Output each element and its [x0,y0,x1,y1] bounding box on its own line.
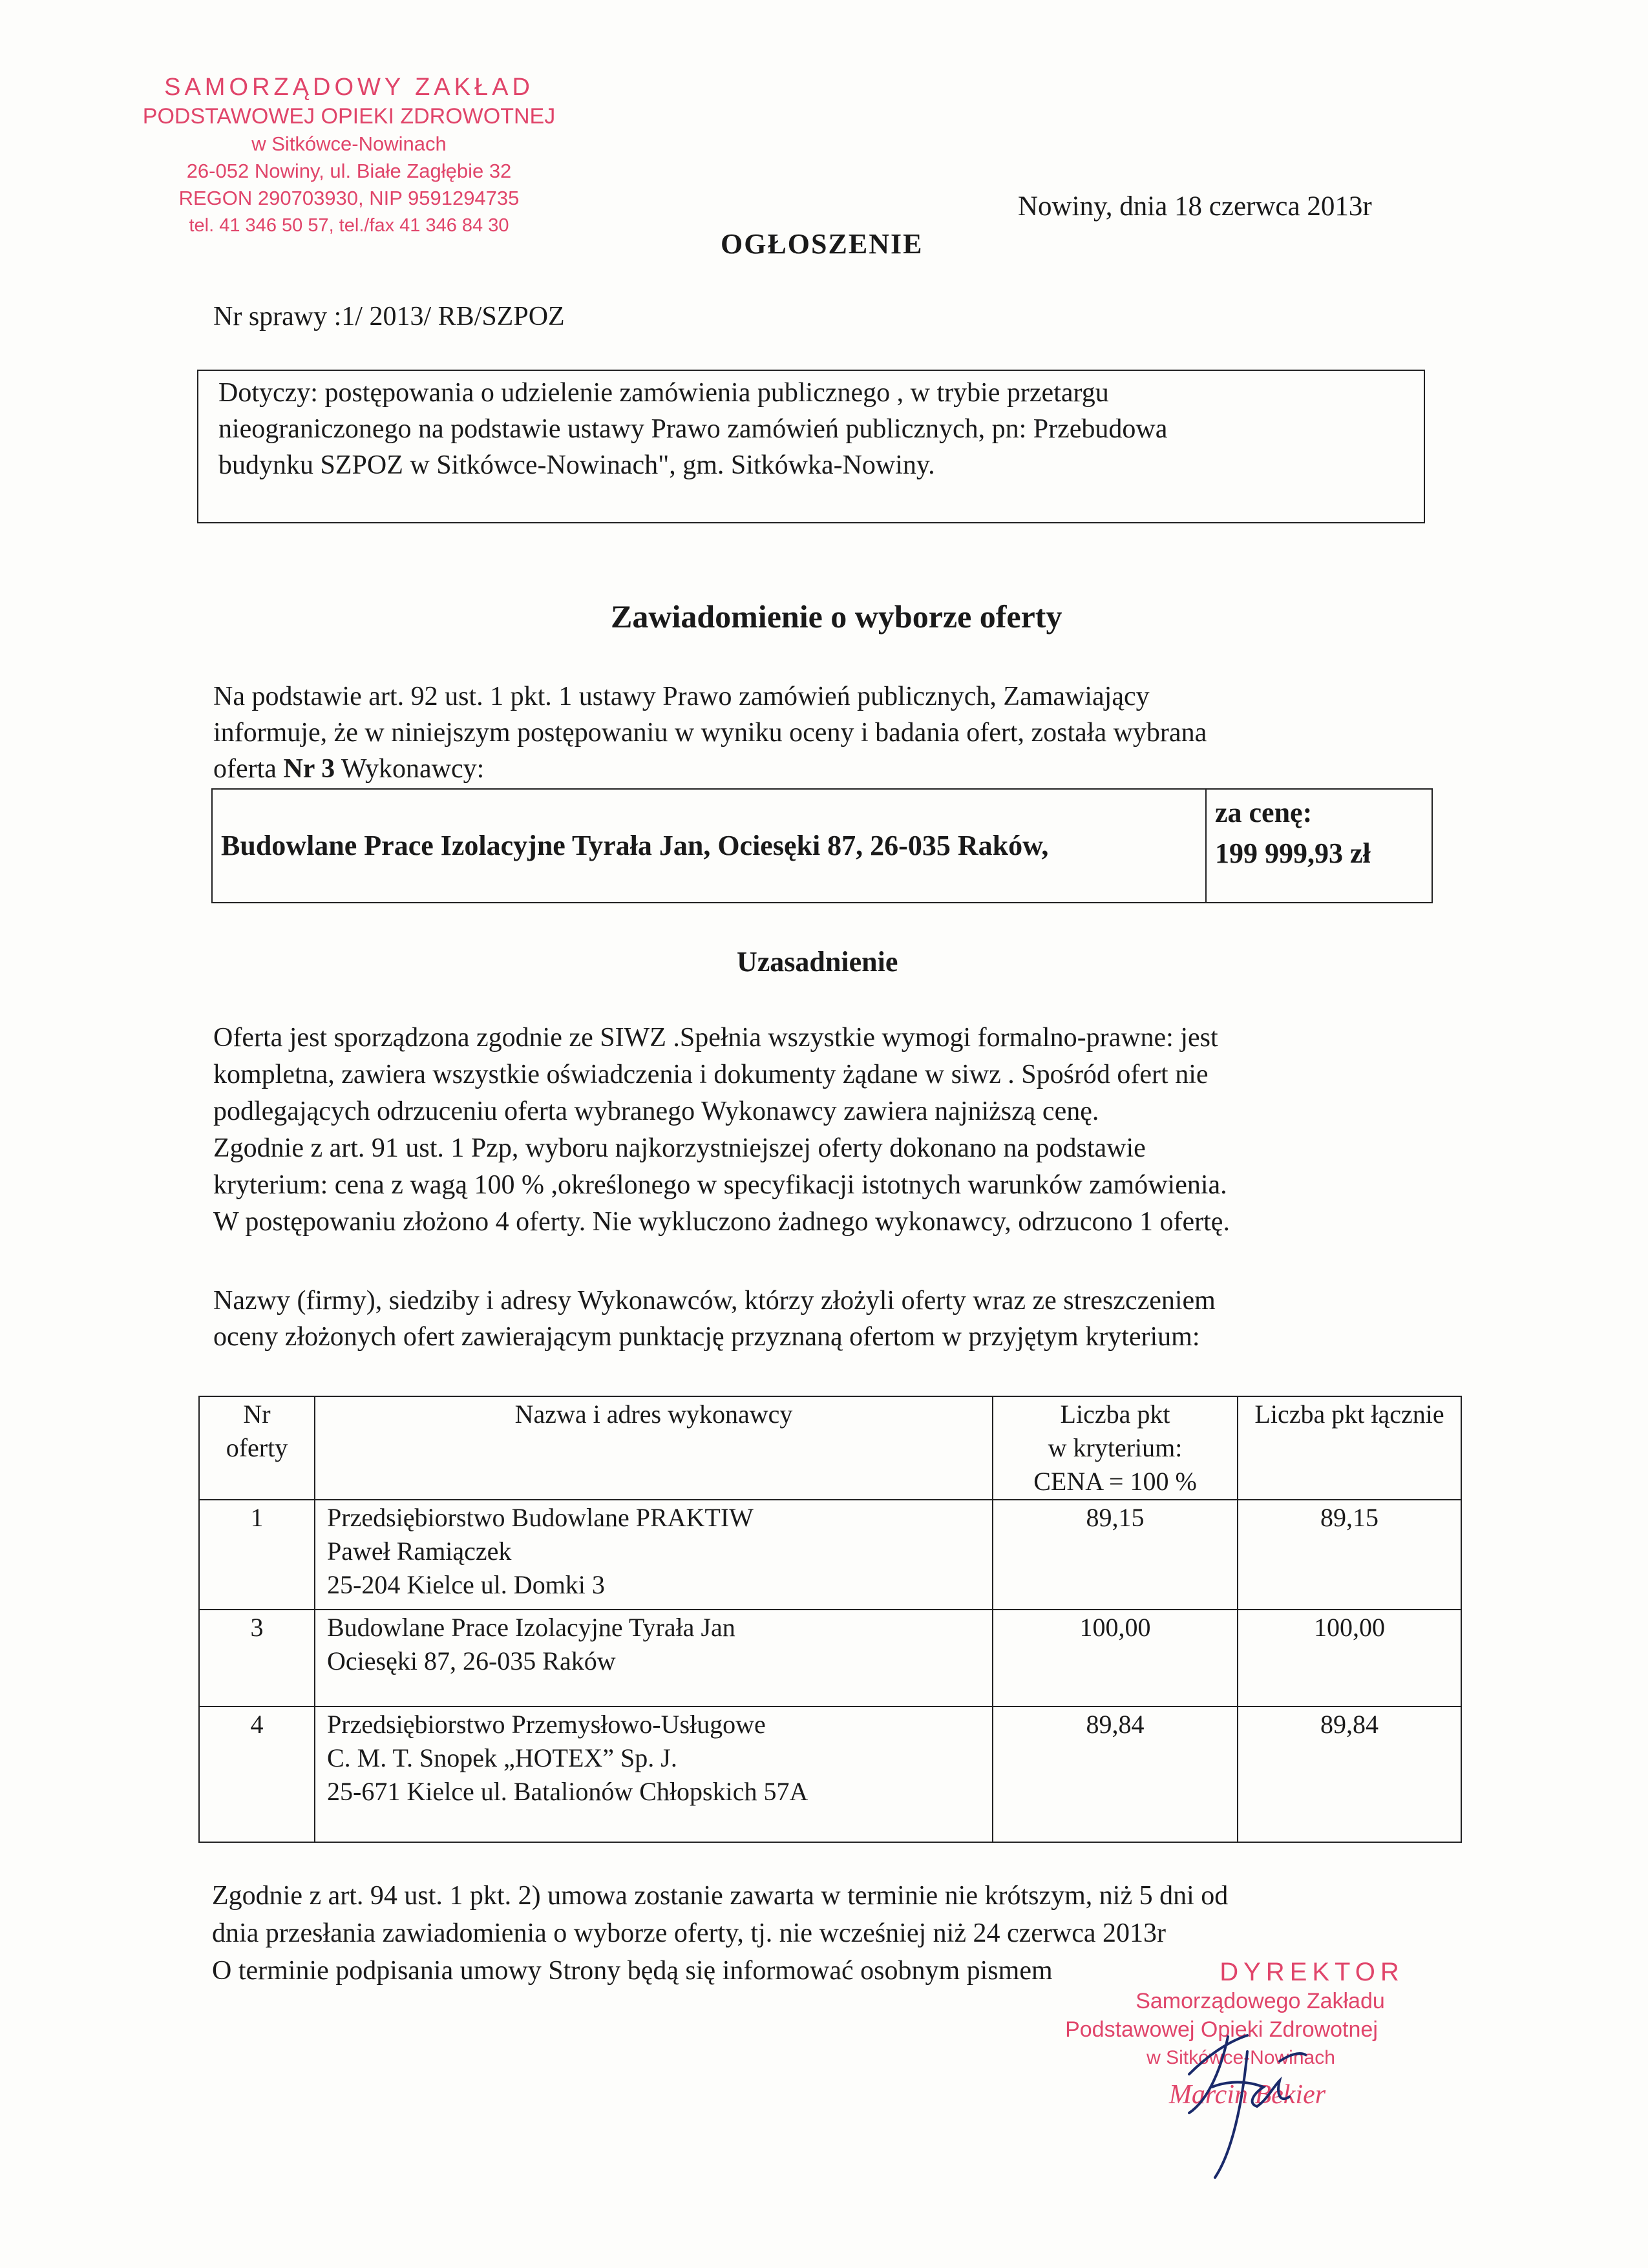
table-row [199,1610,1461,1706]
case-number: Nr sprawy :1/ 2013/ RB/SZPOZ [213,302,565,331]
names-intro-line: oceny złożonych ofert zawierającym punktację przyznaną ofertom w przyjętym kryterium: [213,1322,1200,1352]
table-header-row [199,1396,1461,1500]
justification-line: kompletna, zawiera wszystkie oświadczenia i dokumenty żądane w siwz . Spośród ofert nie [213,1060,1209,1089]
handwritten-signature [1150,1990,1318,2184]
winner-name: Budowlane Prace Izolacyjne Tyrała Jan, Ociesęki 87, 26-035 Raków, [221,830,1049,861]
notice-title: Zawiadomienie o wyborze oferty [611,598,1062,635]
offer-number-cell: 1 [199,1500,315,1610]
director-stamp-line: Samorządowego Zakładu [1136,1989,1385,2013]
director-name: Marcin Bekier [1168,2080,1326,2110]
total-points-cell: 89,15 [1238,1500,1461,1610]
justification-line: Oferta jest sporządzona zgodnie ze SIWZ .Spełnia wszystkie wymogi formalno-prawne: jest [213,1023,1218,1053]
offers-table [198,1396,1462,1843]
justification-title: Uzasadnienie [737,946,898,978]
offer-number: Nr 3 [283,754,335,784]
header-criterion-points: Liczba pkt w kryterium: CENA = 100 % [993,1396,1238,1500]
intro-line-3-post: Wykonawcy: [335,754,485,784]
justification-line: podlegających odrzuceniu oferta wybranego Wykonawcy zawiera najniższą cenę. [213,1097,1099,1126]
subject-text [218,375,1414,483]
intro-paragraph [213,678,1441,787]
director-stamp-line: w Sitkówce-Nowinach [1146,2047,1335,2068]
subject-line-1: Dotyczy: postępowania o udzielenie zamówienia publicznego , w trybie przetargu [218,378,1109,408]
date-line: Nowiny, dnia 18 czerwca 2013r [1018,191,1372,222]
stamp-line-1: SAMORZĄDOWY ZAKŁAD [164,74,534,101]
offer-number-cell: 3 [199,1610,315,1706]
director-stamp-title: DYREKTOR [1220,1958,1404,1986]
justification-line: Zgodnie z art. 91 ust. 1 Pzp, wyboru najkorzystniejszej oferty dokonano na podstawie [213,1133,1146,1163]
total-points-cell: 89,84 [1238,1706,1461,1842]
document-heading: OGŁOSZENIE [721,228,924,260]
justification-paragraph [213,1020,1454,1241]
winner-divider [1205,788,1207,903]
closing-line: dnia przesłania zawiadomienia o wyborze oferty, tj. nie wcześniej niż 24 czerwca 2013r [212,1918,1166,1948]
intro-line-3 [213,751,1441,787]
criterion-points-cell: 89,15 [993,1500,1238,1610]
winner-price-label: za cenę: [1215,797,1313,828]
names-intro-line: Nazwy (firmy), siedziby i adresy Wykonawców, którzy złożyli oferty wraz ze streszczeniem [213,1286,1216,1316]
table-row [199,1706,1461,1842]
stamp-line-6: tel. 41 346 50 57, tel./fax 41 346 84 30 [189,215,509,236]
stamp-line-4: 26-052 Nowiny, ul. Białe Zagłębie 32 [186,160,512,182]
justification-line: kryterium: cena z wagą 100 % ,określonego w specyfikacji istotnych warunków zamówienia. [213,1170,1227,1200]
header-contractor: Nazwa i adres wykonawcy [315,1396,993,1500]
contractor-cell: Przedsiębiorstwo Budowlane PRAKTIW Paweł Ramiączek 25-204 Kielce ul. Domki 3 [315,1500,993,1610]
intro-line-3-pre: oferta [213,754,284,784]
subject-line-2: nieograniczonego na podstawie ustawy Prawo zamówień publicznych, pn: Przebudowa [218,414,1168,444]
criterion-points-cell: 100,00 [993,1610,1238,1706]
contractor-cell: Budowlane Prace Izolacyjne Tyrała Jan Ociesęki 87, 26-035 Raków [315,1610,993,1706]
intro-line-1: Na podstawie art. 92 ust. 1 pkt. 1 ustawy Prawo zamówień publicznych, Zamawiający [213,682,1150,711]
intro-line-2: informuje, że w niniejszym postępowaniu w wyniku oceny i badania ofert, została wybrana [213,718,1207,748]
stamp-line-3: w Sitkówce-Nowinach [251,132,447,155]
director-stamp-line: Podstawowej Opieki Zdrowotnej [1065,2017,1378,2042]
total-points-cell: 100,00 [1238,1610,1461,1706]
table-row [199,1500,1461,1610]
closing-line: Zgodnie z art. 94 ust. 1 pkt. 2) umowa zostanie zawarta w terminie nie krótszym, niż 5 dni od [212,1881,1229,1911]
contractor-cell: Przedsiębiorstwo Przemysłowo-Usługowe C. M. T. Snopek „HOTEX” Sp. J. 25-671 Kielce ul. Batalionów Chłopskich 57A [315,1706,993,1842]
offer-number-cell: 4 [199,1706,315,1842]
names-intro [213,1283,1454,1355]
stamp-line-5: REGON 290703930, NIP 9591294735 [178,187,520,209]
institution-stamp [129,72,569,239]
stamp-line-2: PODSTAWOWEJ OPIEKI ZDROWOTNEJ [142,104,556,129]
justification-line: W postępowaniu złożono 4 oferty. Nie wykluczono żadnego wykonawcy, odrzucono 1 ofertę. [213,1207,1230,1237]
header-total-points: Liczba pkt łącznie [1238,1396,1461,1500]
winner-price: 199 999,93 zł [1215,837,1371,869]
subject-line-3: budynku SZPOZ w Sitkówce-Nowinach", gm. Sitkówka-Nowiny. [218,450,935,480]
header-offer-number: Nr oferty [199,1396,315,1500]
closing-line: O terminie podpisania umowy Strony będą się informować osobnym pismem [212,1956,1053,1986]
criterion-points-cell: 89,84 [993,1706,1238,1842]
